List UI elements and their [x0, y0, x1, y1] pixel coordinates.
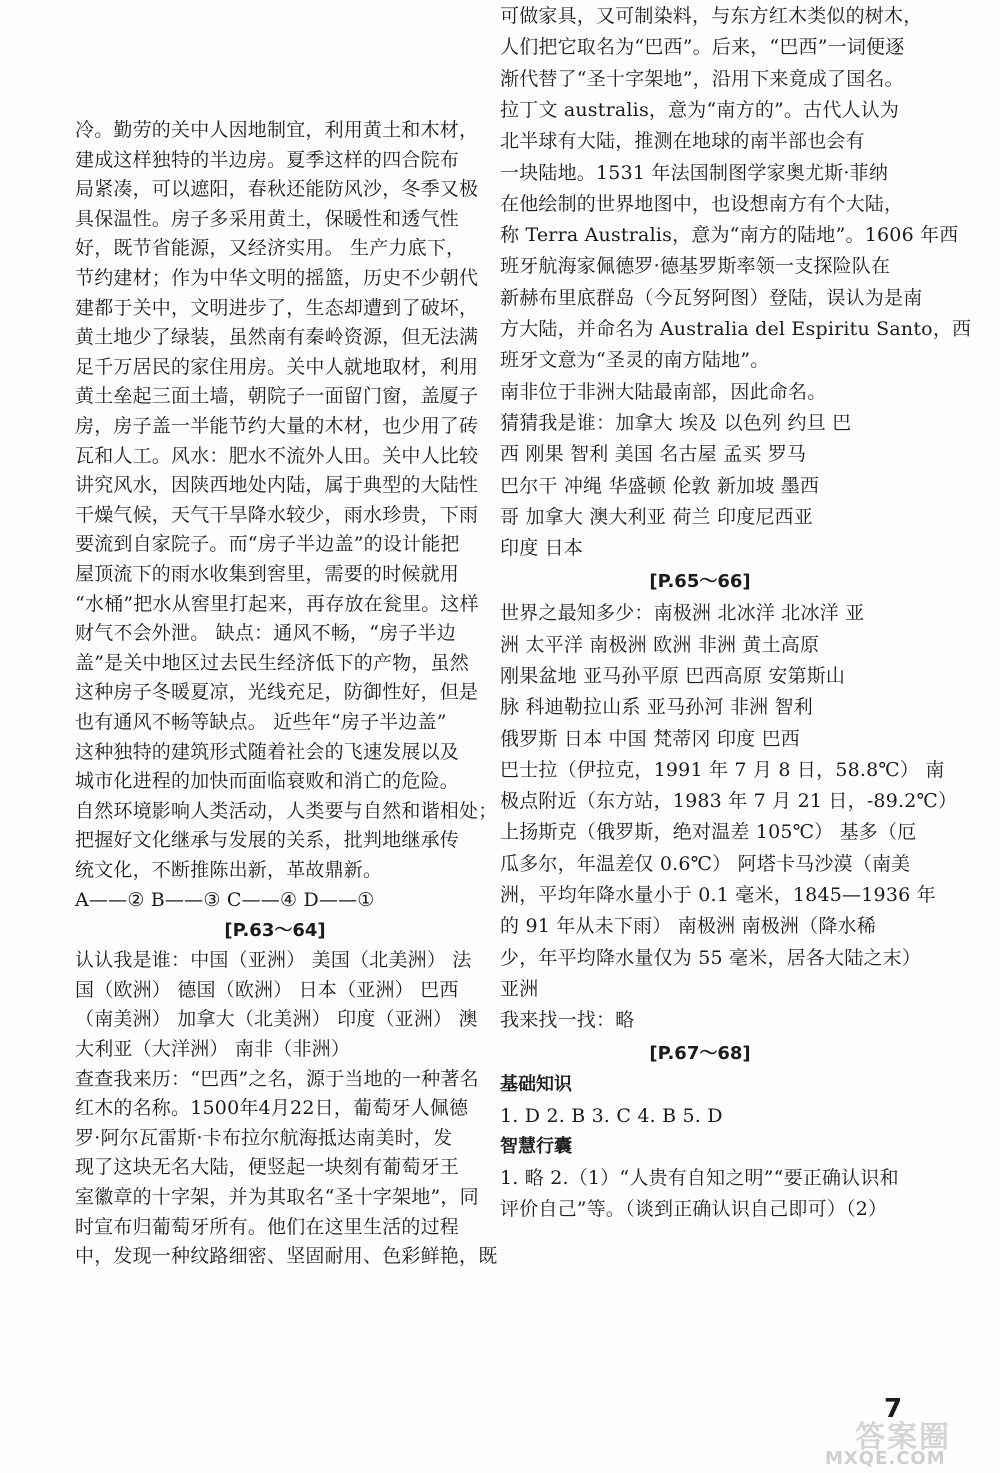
text-line: 把握好文化继承与发展的关系，批判地继承传 — [75, 829, 460, 851]
text-line: 人们把它取名为“巴西”。后来，“巴西”一词便逐 — [500, 36, 905, 58]
text-line: 要流到自家院子。而“房子半边盖”的设计能把 — [75, 533, 460, 555]
text-line: 世界之最知多少：南极洲 北冰洋 北冰洋 亚 — [500, 602, 865, 624]
text-line: 评价自己”等。（谈到正确认识自己即可）（2） — [500, 1198, 888, 1220]
text-line: 讲究风水，因陕西地处内陆，属于典型的大陆性 — [75, 474, 479, 496]
text-line: 上扬斯克（俄罗斯，绝对温差 105℃） 基多（厄 — [500, 821, 917, 843]
text-line: 冷。勤劳的关中人因地制宜，利用黄土和木材， — [75, 119, 479, 141]
text-line: 拉丁文 australis，意为“南方的”。古代人认为 — [500, 99, 900, 121]
text-line: 北半球有大陆，推测在地球的南半部也会有 — [500, 130, 865, 152]
text-line: 财气不会外泄。 缺点：通风不畅，“房子半边 — [75, 622, 456, 644]
text-line: 黄土地少了绿装，虽然南有秦岭资源，但无法满 — [75, 326, 479, 348]
text-line: A——② B——③ C——④ D——① — [75, 889, 375, 911]
text-line: 干燥气候，天气干旱降水较少，雨水珍贵，下雨 — [75, 504, 479, 526]
text-line: 这种房子冬暖夏凉，光线充足，防御性好，但是 — [75, 681, 479, 703]
text-line: 室徽章的十字架，并为其取名“圣十字架地”，同 — [75, 1186, 479, 1208]
text-line: 也有通风不畅等缺点。 近些年“房子半边盖” — [75, 711, 447, 733]
text-line: 南非位于非洲大陆最南部，因此命名。 — [500, 381, 827, 403]
text-line: 方大陆，并命名为 Australia del Espiritu Santo，西 — [500, 318, 972, 340]
text-line: 屋顶流下的雨水收集到窖里，需要的时候就用 — [75, 563, 460, 585]
text-line: 洲 太平洋 南极洲 欧洲 非洲 黄土高原 — [500, 634, 820, 656]
text-line: 哥 加拿大 澳大利亚 荷兰 印度尼西亚 — [500, 506, 813, 528]
text-line: 具保温性。房子多采用黄土，保暖性和透气性 — [75, 208, 460, 230]
text-line: 时宣布归葡萄牙所有。他们在这里生活的过程 — [75, 1216, 460, 1238]
text-line: 足千万居民的家住用房。关中人就地取材，利用 — [75, 356, 479, 378]
text-line: 亚洲 — [500, 978, 539, 1000]
text-line: 猜猜我是谁：加拿大 埃及 以色列 约旦 巴 — [500, 412, 852, 434]
text-line: 脉 科迪勒拉山系 亚马孙河 非洲 智利 — [500, 696, 813, 718]
text-line: 一块陆地。1531 年法国制图学家奥尤斯·菲纳 — [500, 162, 889, 184]
text-line: 大利亚（大洋洲） 南非（非洲） — [75, 1038, 351, 1060]
text-line: 在他绘制的世界地图中，也设想南方有个大陆， — [500, 193, 904, 215]
page-number: 7 — [884, 1394, 903, 1424]
answer-line: 1. D 2. B 3. C 4. B 5. D — [500, 1105, 723, 1127]
text-line: 局紧凑，可以遮阳，春秋还能防风沙，冬季又极 — [75, 178, 479, 200]
text-line: 的 91 年从未下雨） 南极洲 南极洲（降水稀 — [500, 915, 876, 937]
text-line: 可做家具，又可制染料，与东方红木类似的树木， — [500, 5, 923, 27]
text-line: 俄罗斯 日本 中国 梵蒂冈 印度 巴西 — [500, 728, 800, 750]
text-line: 罗·阿尔瓦雷斯·卡布拉尔航海抵达南美时，发 — [75, 1127, 453, 1149]
text-line: 1. 略 2.（1）“人贵有自知之明”“要正确认识和 — [500, 1167, 899, 1189]
text-line: 建成这样独特的半边房。夏季这样的四合院布 — [75, 149, 460, 171]
text-line: 巴尔干 冲绳 华盛顿 伦敦 新加坡 墨西 — [500, 475, 820, 497]
text-line: 少，年平均降水量仅为 55 毫米，居各大陆之末） — [500, 947, 922, 969]
text-line: 红木的名称。1500年4月22日，葡萄牙人佩德 — [75, 1097, 469, 1119]
text-line: 瓜多尔，年温差仅 0.6℃） 阿塔卡马沙漠（南美 — [500, 853, 911, 875]
text-line: 城市化进程的加快而面临衰败和消亡的危险。 — [75, 770, 460, 792]
text-line: 建都于关中，文明进步了，生态却遭到了破坏， — [75, 297, 479, 319]
text-line: 西 刚果 智利 美国 名古屋 孟买 罗马 — [500, 443, 807, 465]
text-line: 查查我来历：“巴西”之名，源于当地的一种著名 — [75, 1068, 479, 1090]
text-line: 这种独特的建筑形式随着社会的飞速发展以及 — [75, 741, 460, 763]
text-line: 我来找一找：略 — [500, 1009, 635, 1031]
text-line: 统文化，不断推陈出新，革故鼎新。 — [75, 859, 383, 881]
text-line: 渐代替了“圣十字架地”，沿用下来竟成了国名。 — [500, 68, 904, 90]
section-title: [P.65～66] — [649, 571, 751, 592]
text-line: 房，房子盖一半能节约大量的木材，也少用了砖 — [75, 415, 479, 437]
text-line: 好，既节省能源，又经济实用。 生产力底下， — [75, 237, 466, 259]
text-line: （南美洲） 加拿大（北美洲） 印度（亚洲） 澳 — [75, 1008, 478, 1030]
watermark-logo: 答案圈 — [855, 1420, 951, 1455]
watermark-url: MXQE.COM — [825, 1448, 946, 1469]
text-line: 现了这块无名大陆，便竖起一块刻有葡萄牙王 — [75, 1156, 460, 1178]
text-line: 瓦和人工。风水：肥水不流外人田。关中人比较 — [75, 445, 479, 467]
section-title: [P.63～64] — [224, 920, 326, 941]
text-line: 盖”是关中地区过去民生经济低下的产物，虽然 — [75, 652, 469, 674]
text-line: 认认我是谁：中国（亚洲） 美国（北美洲） 法 — [75, 949, 472, 971]
text-line: 印度 日本 — [500, 537, 584, 559]
text-line: 刚果盆地 亚马孙平原 巴西高原 安第斯山 — [500, 665, 846, 687]
text-line: 中，发现一种纹路细密、坚固耐用、色彩鲜艳，既 — [75, 1245, 498, 1267]
text-line: 洲，平均年降水量小于 0.1 毫米，1845—1936 年 — [500, 884, 936, 906]
text-line: 国（欧洲） 德国（欧洲） 日本（亚洲） 巴西 — [75, 979, 459, 1001]
text-line: “水桶”把水从窖里打起来，再存放在瓮里。这样 — [75, 593, 479, 615]
text-line: 称 Terra Australis，意为“南方的陆地”。1606 年西 — [500, 224, 959, 246]
text-line: 黄土垒起三面土墙，朝院子一面留门窗，盖厦子 — [75, 385, 479, 407]
section-heading: 基础知识 — [500, 1074, 572, 1095]
text-line: 班牙航海家佩德罗·德基罗斯率领一支探险队在 — [500, 255, 891, 277]
section-heading: 智慧行囊 — [500, 1136, 572, 1157]
text-line: 班牙文意为“圣灵的南方陆地”。 — [500, 349, 770, 371]
text-line: 巴士拉（伊拉克，1991 年 7 月 8 日，58.8℃） 南 — [500, 759, 945, 781]
text-line: 节约建材；作为中华文明的摇篮，历史不少朝代 — [75, 267, 479, 289]
text-line: 极点附近（东方站，1983 年 7 月 21 日，-89.2℃） — [500, 790, 958, 812]
text-line: 自然环境影响人类活动，人类要与自然和谐相处； — [75, 800, 498, 822]
text-line: 新赫布里底群岛（今瓦努阿图）登陆，误认为是南 — [500, 287, 923, 309]
section-title: [P.67～68] — [649, 1043, 751, 1064]
